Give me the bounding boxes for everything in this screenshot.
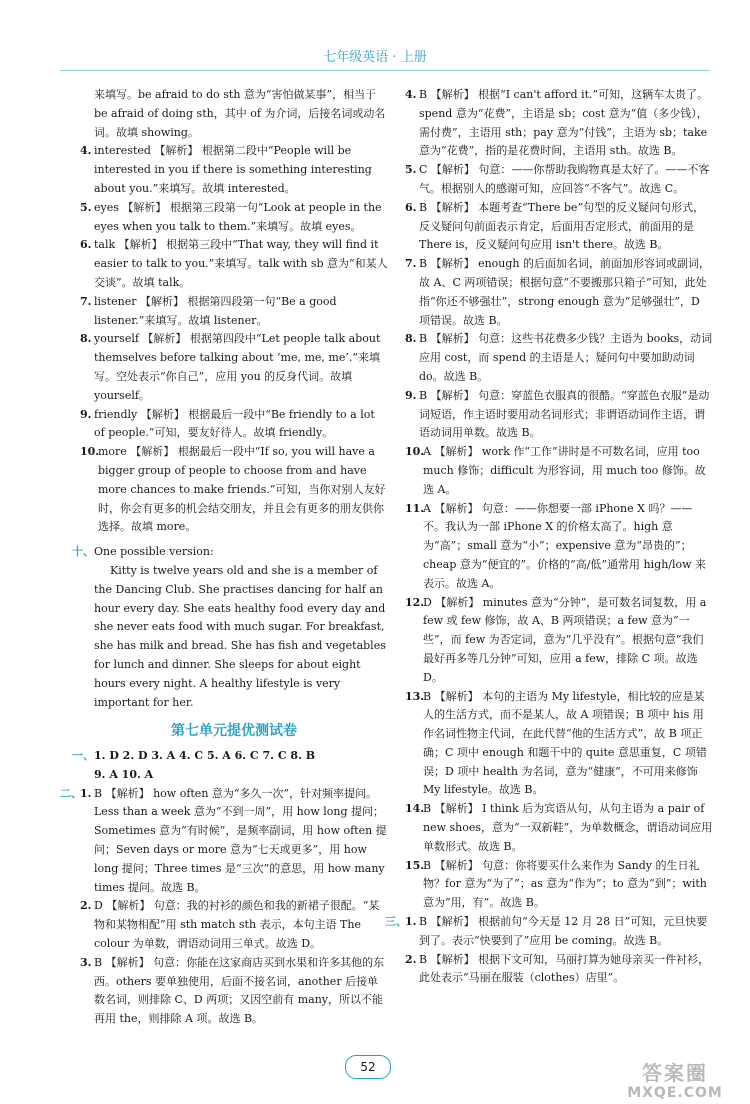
answer-item: 2. D 【解析】 句意：我的衬衫的颜色和我的新裙子很配。“某物和某物相配”用 sth match sth 表示，本句主语 The colour 为单数，谓语动词用三单式。故选 D。 [80, 899, 380, 951]
right-column [385, 86, 713, 988]
answer-item: 9. B 【解析】 句意：穿蓝色衣服真的很酷。“穿蓝色衣服”是动词短语，作主语时要用动名词形式；非谓语动词作主语，谓语动词用单数。故选 B。 [405, 388, 710, 440]
answer-item: 5. eyes 【解析】 根据第三段第一句“Look at people in the eyes when you talk to them.”来填写。故填 eyes。 [80, 200, 382, 233]
answer-item: 13. B 【解析】 本句的主语为 My lifestyle，相比较的应是某人的生活方式，而不是某人，故 A 项错误；B 项中 his 用作名词性物主代词，在此代替“他的生活方式”，故 B 项正确；C 项中 enough 和题干中的 quite 意思重复，C 项错误；D 项中 health 为名词，意为“健康”，不可用来修饰 My lifestyle。故选 B。 [405, 689, 707, 797]
answer-item: 二、 1. B 【解析】 how often 意为“多久一次”，针对频率提问。Less than a week 意为“不到一周”，用 how long 提问；Sometimes 意为“有时候”，是频率副词，用 how often 提问；Seven days or more 意为“七天或更多”，用 how long 提问；Three times 是“三次”的意思，用 how many times 提问。故选 B。 [60, 786, 387, 894]
answer-item: 2. B 【解析】 根据下文可知，马丽打算为她母亲买一件衬衫，此处表示“马丽在服装（clothes）店里”。 [405, 952, 710, 985]
answer-item: 8. B 【解析】 句意：这些书花费多少钱？主语为 books，动词应用 cost，而 spend 的主语是人；疑问句中要加助动词 do。故选 B。 [405, 332, 713, 383]
section-label: 一、 [72, 749, 94, 763]
section-label: 二、 [60, 786, 82, 800]
answer-item: 15. B 【解析】 句意：你将要买什么来作为 Sandy 的生日礼物？for 意为“为了”；as 意为“作为”；to 意为“到”；with 意为“用，有”。故选 B。 [405, 858, 707, 910]
page-header [0, 0, 750, 70]
continuation-text: 来填写。be afraid to do sth 意为“害怕做某事”，相当于 be afraid of doing sth，其中 of 为介词，后接名词或动名词。故填 showing。 [94, 88, 386, 139]
essay-heading: 十、 One possible version: [80, 543, 388, 562]
answer-item: 9. friendly 【解析】 根据最后一段中“Be friendly to a lot of people.”可知，要友好待人。故填 friendly。 [80, 407, 375, 440]
answer-item: 11. A 【解析】 句意：——你想要一部 iPhone X 吗？——不。我认为一部 iPhone X 的价格太高了。high 意为“高”；small 意为“小”；expensive 意为“昂贵的”；cheap 意为“便宜的”。价格的“高/低”通常用 high/low 来表示。故选 A。 [405, 501, 707, 590]
site-watermark: 答案圈 MXQE.COM [627, 1061, 723, 1101]
answer-item: 8. yourself 【解析】 根据第四段中“Let people talk about themselves before talking about ‘me, me, me’.”来填写。空处表示“你自己”，应用 you 的反身代词。故填 yourself。 [80, 332, 381, 402]
choice-answers: 一、 1. D 2. D 3. A 4. C 5. A 6. C 7. C 8. B 9. A 10. A [72, 749, 316, 781]
answer-item: 10. more 【解析】 根据最后一段中“If so, you will have a bigger group of people to choose from and have more chances to make friends.”可知，当你对别人友好时，你会有更多的机会结交朋友，并且会有更多的朋友供你选择。故填 more。 [80, 445, 386, 534]
unit-title: 第七单元提优测试卷 [171, 723, 297, 740]
answer-item: 10. A 【解析】 work 作“工作”讲时是不可数名词，应用 too much 修饰；difficult 为形容词，用 much too 修饰。故选 A。 [405, 445, 706, 496]
answer-item: 6. talk 【解析】 根据第三段中“That way, they will find it easier to talk to you.”来填写。talk with sb 意为“和某人交谈”。故填 talk。 [80, 238, 388, 289]
section-label: 十、 [72, 545, 94, 559]
page-number: 52 [345, 1055, 391, 1079]
section-label: 三、 [385, 915, 407, 929]
header-rule [60, 70, 710, 71]
answer-item: 三、 1. B 【解析】 根据前句“今天是 12 月 28 日”可知，元旦快要到了。表示“快要到了”应用 be coming。故选 B。 [385, 915, 708, 947]
answer-item: 12. D 【解析】 minutes 意为“分钟”，是可数名词复数，用 a few 或 few 修饰，故 A、B 两项错误；a few 意为“一些”，而 few 为否定词，意为“几乎没有”。根据句意“我们最好再多等几分钟”可知，应用 a few，排除 C 项。故选 D。 [405, 595, 707, 684]
left-column [60, 86, 388, 1029]
answer-item: 7. listener 【解析】 根据第四段第一句“Be a good listener.”来填写。故填 listener。 [80, 294, 337, 327]
answer-item: 5. C 【解析】 句意：——你帮助我购物真是太好了。——不客气。根据别人的感谢可知，应回答“不客气”。故选 C。 [405, 163, 710, 195]
essay-body: Kitty is twelve years old and she is a member of the Dancing Club. She practises dancing for half an hour every day. She eats healthy food every day and she never eats food with much sugar. For breakfast, she has milk and bread. She has fish and vegetables for lunch and dinner. She sleeps for about eight hours every night. A healthy lifestyle is very important for her. [94, 563, 386, 709]
answer-item: 6. B 【解析】 本题考查“There be”句型的反义疑问句形式，反义疑问句前面表示肯定，后面用否定形式，前面用的是 There is，反义疑问句应用 isn't there。故选 B。 [405, 200, 705, 252]
answer-item: 3. B 【解析】 句意：你能在这家商店买到水果和许多其他的东西。others 要单独使用，后面不接名词，another 后接单数名词，则排除 C、D 两项；又因空前有 many，所以不能再用 the，则排除 A 项。故选 B。 [80, 955, 385, 1026]
answer-item: 7. B 【解析】 enough 的后面加名词，前面加形容词或副词，故 A、C 两项错误；根据句意“不要搬那只箱子”可知，此处指“你还不够强壮”，strong enough 意为“足够强壮”，D 项错误。故选 B。 [405, 257, 710, 327]
header-title: 七年级英语 · 上册 [323, 50, 427, 65]
answer-item: 4. B 【解析】 根据“I can't afford it.”可知，这辆车太贵了。spend 意为“花费”，主语是 sb；cost 意为“值（多少钱），需付费”，主语用 sth；pay 意为“付钱”，主语为 sb；take 意为“花费”，指的是花费时间，主语用 sth。故选 B。 [405, 88, 709, 158]
answer-item: 4. interested 【解析】 根据第二段中“People will be interested in you if there is something interesting about you.”来填写。故填 interested。 [80, 144, 372, 195]
answer-item: 14. B 【解析】 I think 后为宾语从句，从句主语为 a pair of new shoes，意为“一双新鞋”，为单数概念，谓语动词应用单数形式。故选 B。 [405, 802, 713, 853]
